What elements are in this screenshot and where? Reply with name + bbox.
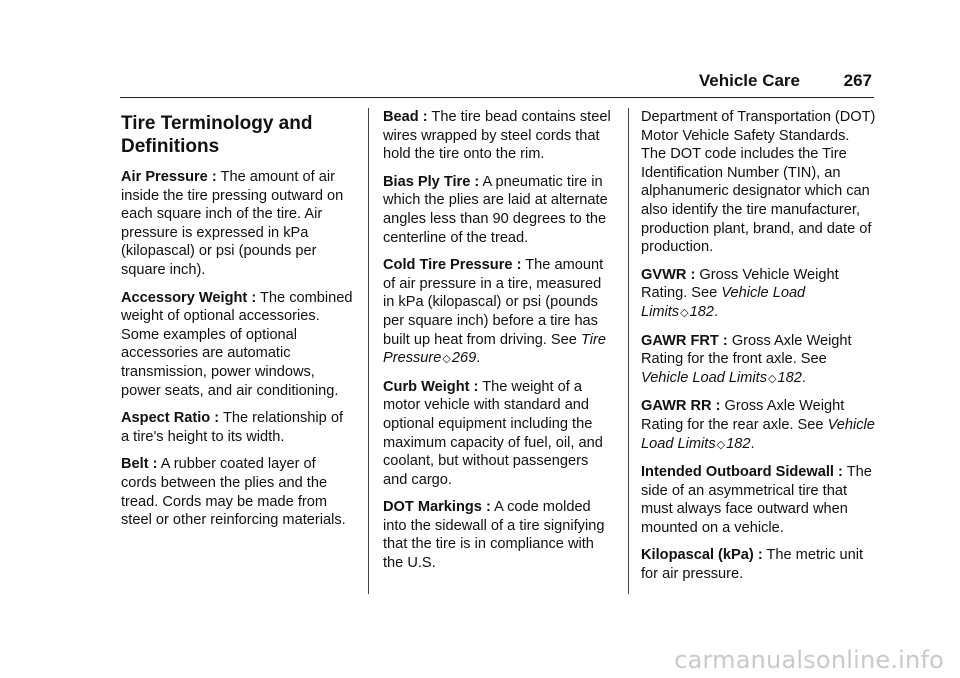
definition-intended-outboard-sidewall	[641, 463, 877, 537]
definition-text: The amount of air pressure in a tire, measured in kPa (kilopascal) or psi (pounds per square inch) before a tire has built up heat from driving. See	[383, 257, 604, 348]
page-number: 267	[843, 71, 872, 90]
term-separator: :	[152, 456, 158, 473]
term: Accessory Weight	[121, 289, 248, 306]
term: GVWR	[641, 266, 687, 283]
term: Cold Tire Pressure	[383, 257, 513, 274]
term: Bead	[383, 109, 419, 125]
definition-gvwr	[641, 266, 877, 323]
page-reference-icon: ◇	[716, 438, 726, 451]
reference-page: 182	[777, 369, 802, 386]
definition-bead	[383, 108, 615, 164]
section-title: Tire Terminology and Definitions	[121, 113, 313, 157]
definition-aspect-ratio	[121, 409, 353, 446]
reference-title: Vehicle Load Limits	[641, 369, 768, 386]
reference-end: .	[476, 350, 481, 367]
term: DOT Markings	[383, 499, 482, 516]
reference-end: .	[713, 303, 718, 320]
definition-gawr-rr	[641, 397, 877, 454]
reference-end: .	[750, 435, 755, 452]
definition-text: The weight of a motor vehicle with standard and optional equipment including the maximum capacity of fuel, oil, and coolant, but without passengers and cargo.	[383, 378, 603, 488]
reference-page: 182	[726, 435, 751, 452]
reference-page: 182	[689, 303, 714, 320]
definition-curb-weight	[383, 378, 615, 490]
term-separator: :	[838, 464, 843, 481]
definition-text: The amount of air inside the tire pressing outward on each square inch of the tire. Air pressure is expressed in kPa (kilopascal) or psi (pounds per square inch).	[121, 169, 344, 278]
definition-text: Gross Axle Weight Rating for the front axle. See	[641, 332, 852, 368]
term-separator: :	[516, 257, 522, 274]
term-separator: :	[722, 332, 728, 349]
term-separator: :	[251, 289, 257, 306]
reference-title: Vehicle Load Limits	[641, 416, 875, 452]
term: Intended Outboard Sidewall	[641, 464, 834, 481]
term-separator: :	[474, 173, 480, 190]
definition-text: Gross Axle Weight Rating for the rear axle. See	[641, 398, 845, 433]
definition-text: Gross Vehicle Weight Rating. See	[641, 266, 839, 302]
column-3	[641, 108, 877, 593]
definition-gawr-frt	[641, 332, 877, 389]
definition-dot-continued: Department of Transportation (DOT) Motor Vehicle Safety Standards. The DOT code includes the Tire Identification Number (TIN), an alphanumeric designator which can also identify the tire manufacturer, production plant, brand, and date of production.	[641, 109, 876, 256]
definition-text: The metric unit for air pressure.	[641, 547, 863, 583]
definition-text: The relationship of a tire's height to its width.	[121, 410, 344, 445]
term-separator: :	[214, 410, 220, 427]
header-title: Vehicle Care	[698, 71, 800, 90]
definition-belt	[121, 455, 353, 529]
site-watermark: carmanualsonline.info	[674, 646, 944, 674]
column-divider	[628, 108, 629, 594]
page-header	[120, 69, 874, 98]
definition-dot-markings	[383, 498, 615, 572]
term-separator: :	[715, 398, 721, 415]
definition-kilopascal	[641, 546, 877, 583]
definition-text: The side of an asymmetrical tire that must always face outward when mounted on a vehicle.	[641, 464, 872, 536]
column-divider	[368, 108, 369, 594]
definition-air-pressure	[121, 168, 353, 280]
reference-end: .	[801, 369, 806, 386]
term-separator: :	[473, 378, 479, 395]
term: GAWR RR	[641, 398, 712, 415]
cross-reference-link[interactable]	[641, 370, 802, 386]
definition-text: The tire bead contains steel wires wrapped by steel cords that hold the tire onto the rim.	[383, 109, 611, 163]
term: GAWR FRT	[641, 332, 719, 349]
definition-accessory-weight	[121, 289, 353, 401]
definition-text: A rubber coated layer of cords between the plies and the tread. Cords may be made from steel or other reinforcing materials.	[121, 456, 346, 529]
column-2	[383, 108, 615, 582]
term: Aspect Ratio	[121, 410, 211, 427]
term: Air Pressure	[121, 169, 208, 185]
reference-title: Vehicle Load Limits	[641, 285, 806, 320]
page-reference-icon: ◇	[680, 306, 689, 319]
term-separator: :	[690, 266, 696, 283]
term-separator: :	[422, 109, 428, 125]
page-reference-icon: ◇	[768, 372, 777, 385]
definition-text: A code molded into the sidewall of a tire signifying that the tire is in compliance with the U.S.	[383, 499, 605, 572]
reference-title: Tire Pressure	[383, 331, 606, 367]
term-separator: :	[211, 169, 217, 185]
term-separator: :	[757, 547, 763, 564]
definition-cold-tire-pressure	[383, 256, 615, 369]
term: Kilopascal (kPa)	[641, 547, 754, 564]
column-1	[121, 108, 353, 539]
term-separator: :	[486, 499, 491, 516]
reference-page: 269	[451, 350, 477, 367]
term: Bias Ply Tire	[383, 173, 471, 190]
definition-bias-ply-tire	[383, 173, 615, 247]
definition-text: A pneumatic tire in which the plies are laid at alternate angles less than 90 degrees to the centerline of the tread.	[383, 173, 608, 246]
term: Curb Weight	[383, 378, 470, 395]
definition-text: The combined weight of optional accessories. Some examples of optional accessories are automatic transmission, power windows, power seats, and air conditioning.	[121, 289, 353, 399]
term: Belt	[121, 456, 149, 473]
page-reference-icon: ◇	[442, 353, 451, 366]
